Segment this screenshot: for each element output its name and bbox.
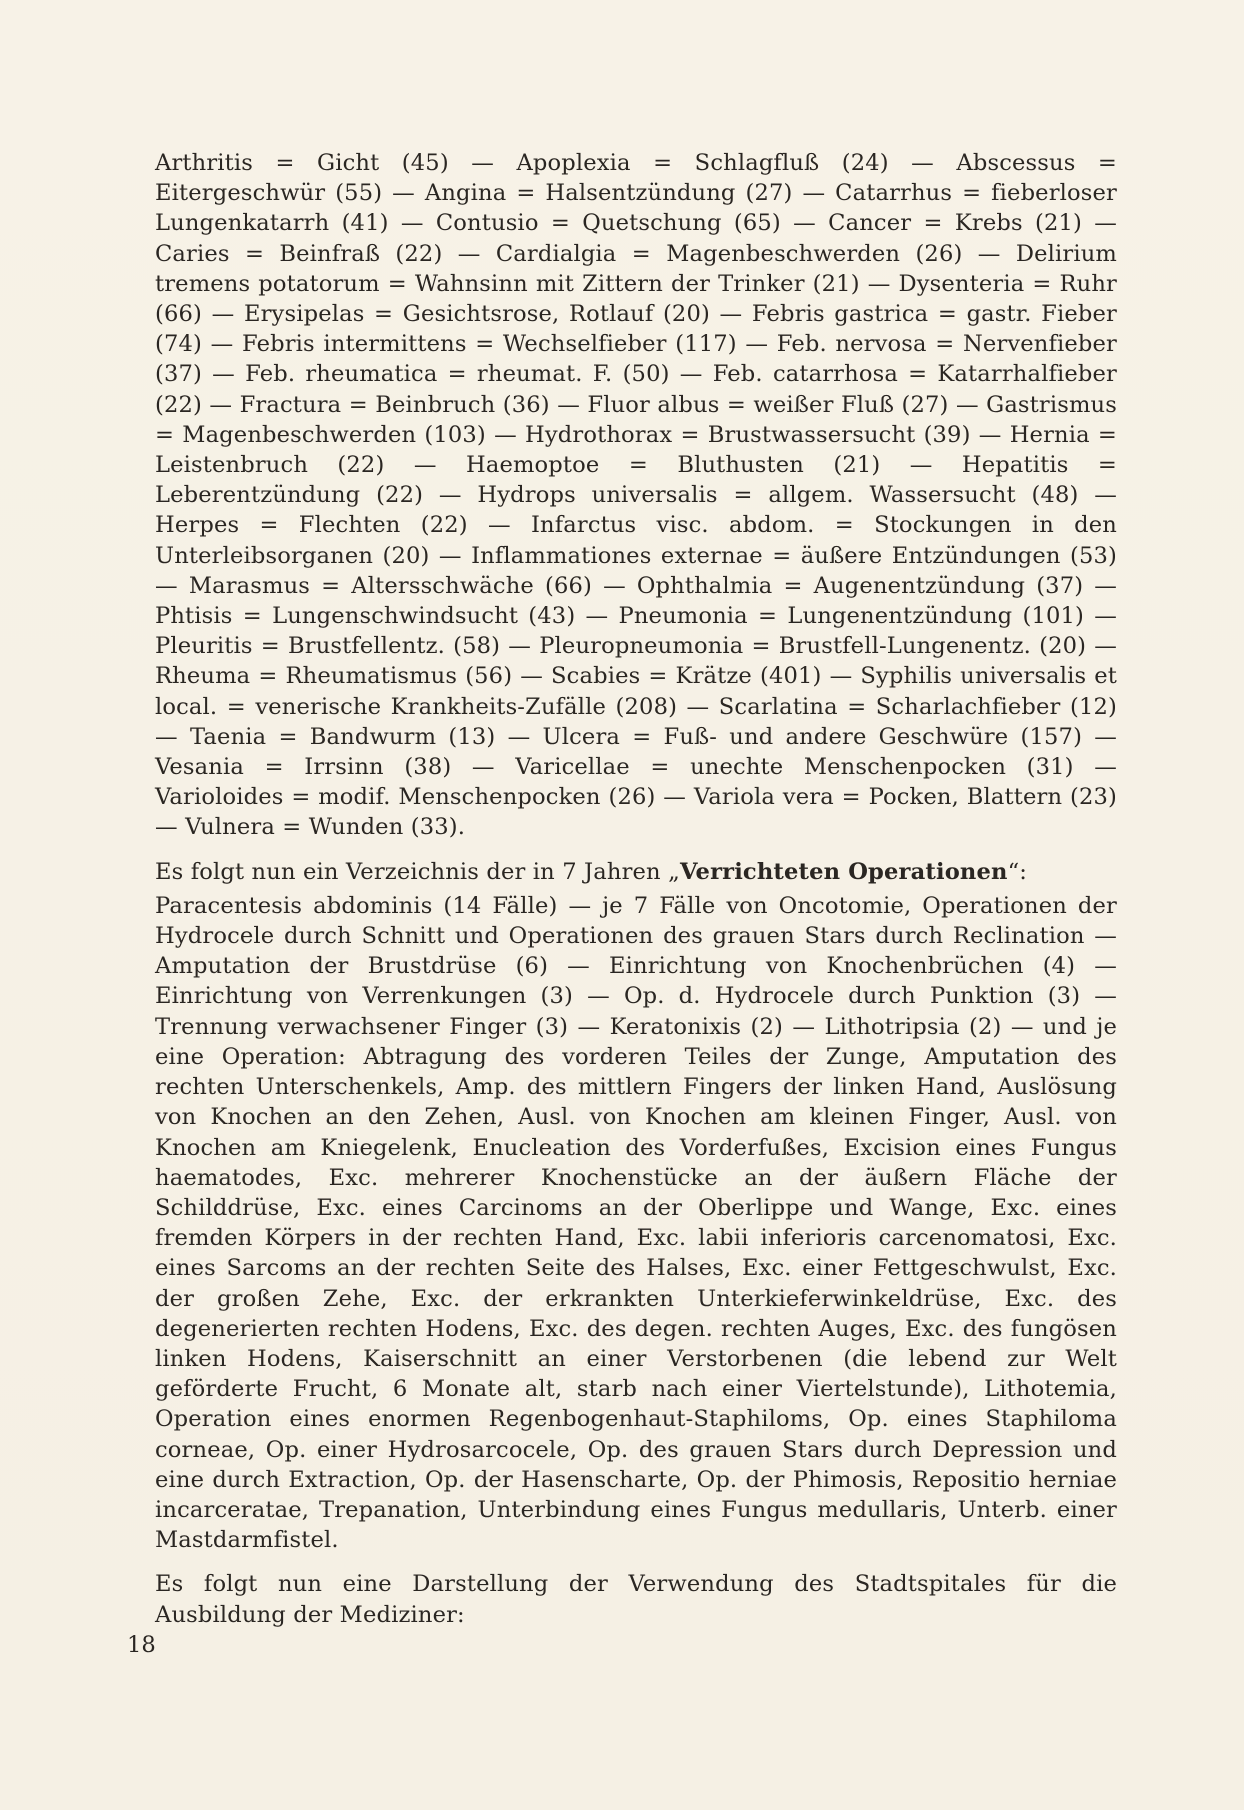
operations-heading: Verrichteten Operationen — [679, 858, 1008, 885]
operations-intro — [155, 857, 1117, 887]
diseases-list-paragraph: Arthritis = Gicht (45) — Apoplexia = Schlagfluß (24) — Abscessus = Eitergeschwür (55) — Angina = Halsentzündung (27) — Catarrhus = fieberloser Lungenkatarrh (41) — Contusio = Quetschung (65) — Cancer = Krebs (21) — Caries = Beinfraß (22) — Cardialgia = Magenbeschwerden (26) — Delirium tremens potatorum = Wahnsinn mit Zittern der Trinker (21) — Dysenteria = Ruhr (66) — Erysipelas = Gesichtsrose, Rotlauf (20) — Febris gastrica = gastr. Fieber (74) — Febris intermittens = Wechselfieber (117) — Feb. nervosa = Nervenfieber (37) — Feb. rheumatica = rheumat. F. (50) — Feb. catarrhosa = Katarrhalfieber (22) — Fractura = Beinbruch (36) — Fluor albus = weißer Fluß (27) — Gastrismus = Magenbeschwerden (103) — Hydrothorax = Brustwassersucht (39) — Hernia = Leistenbruch (22) — Haemoptoe = Bluthusten (21) — Hepatitis = Leberentzündung (22) — Hydrops universalis = allgem. Wassersucht (48) — Herpes = Flechten (22) — Infarctus visc. abdom. = Stockungen in den Unterleibsorganen (20) — Inflammationes externae = äußere Entzündungen (53) — Marasmus = Altersschwäche (66) — Ophthalmia = Augenentzündung (37) — Phtisis = Lungenschwindsucht (43) — Pneumonia = Lungenentzündung (101) — Pleuritis = Brustfellentz. (58) — Pleuropneumonia = Brustfell-Lungenentz. (20) — Rheuma = Rheumatismus (56) — Scabies = Krätze (401) — Syphilis universalis et local. = venerische Krankheits-Zufälle (208) — Scarlatina = Scharlachfieber (12) — Taenia = Bandwurm (13) — Ulcera = Fuß- und andere Geschwüre (157) — Vesania = Irrsinn (38) — Varicellae = unechte Menschenpocken (31) — Varioloides = modif. Menschenpocken (26) — Variola vera = Pocken, Blattern (23) — Vulnera = Wunden (33). — [155, 150, 1117, 841]
body-text — [155, 148, 1117, 1630]
page-number: 18 — [127, 1632, 156, 1658]
operations-intro-prefix: Es folgt nun ein Verzeichnis der in 7 Jahren „ — [155, 858, 680, 885]
training-intro-paragraph: Es folgt nun eine Darstellung der Verwendung des Stadtspitales für die Ausbildung der Mediziner: — [155, 1571, 1117, 1628]
operations-list-paragraph: Paracentesis abdominis (14 Fälle) — je 7 Fälle von Oncotomie, Operationen der Hydrocele durch Schnitt und Operationen des grauen Stars durch Reclination — Amputation der Brustdrüse (6) — Einrichtung von Knochenbrüchen (4) — Einrichtung von Verrenkungen (3) — Op. d. Hydrocele durch Punktion (3) — Trennung verwachsener Finger (3) — Keratonixis (2) — Lithotripsia (2) — und je eine Operation: Abtragung des vorderen Teiles der Zunge, Amputation des rechten Unterschenkels, Amp. des mittlern Fingers der linken Hand, Auslösung von Knochen an den Zehen, Ausl. von Knochen am kleinen Finger, Ausl. von Knochen am Kniegelenk, Enucleation des Vorderfußes, Excision eines Fungus haematodes, Exc. mehrerer Knochenstücke an der äußern Fläche der Schilddrüse, Exc. eines Carcinoms an der Oberlippe und Wange, Exc. eines fremden Körpers in der rechten Hand, Exc. labii inferioris carcenomatosi, Exc. eines Sarcoms an der rechten Seite des Halses, Exc. einer Fettgeschwulst, Exc. der großen Zehe, Exc. der erkrankten Unterkieferwinkeldrüse, Exc. des degenerierten rechten Hodens, Exc. des degen. rechten Auges, Exc. des fungösen linken Hodens, Kaiserschnitt an einer Verstorbenen (die lebend zur Welt geförderte Frucht, 6 Monate alt, starb nach einer Viertelstunde), Lithotemia, Operation eines enormen Regenbogenhaut-Staphiloms, Op. eines Staphiloma corneae, Op. einer Hydrosarcocele, Op. des grauen Stars durch Depression und eine durch Extraction, Op. der Hasenscharte, Op. der Phimosis, Repositio herniae incarceratae, Trepanation, Unterbindung eines Fungus medullaris, Unterb. einer Mastdarmfistel. — [155, 892, 1117, 1554]
operations-intro-suffix: “: — [1007, 858, 1028, 885]
